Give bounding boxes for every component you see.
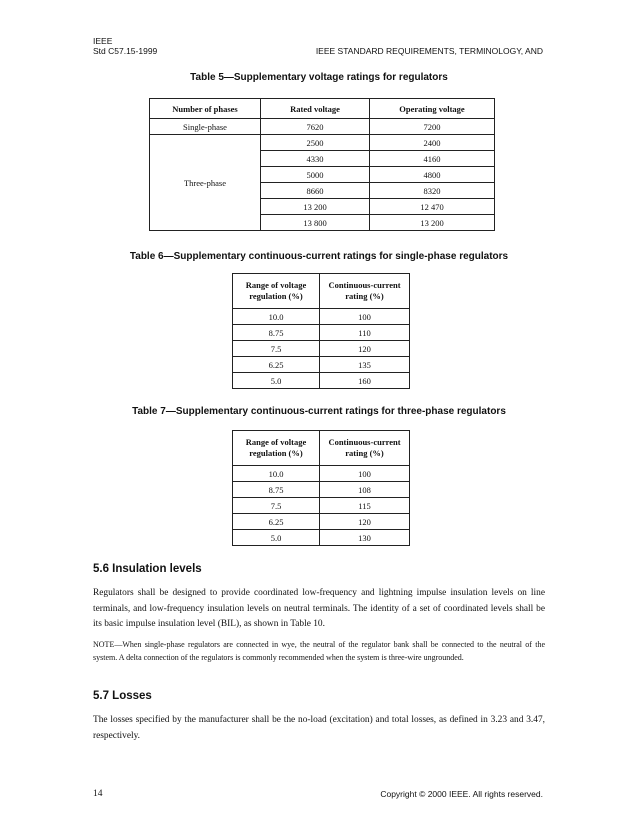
running-header-left [93, 36, 157, 56]
table-cell: 4160 [370, 151, 495, 167]
table-row [233, 466, 410, 482]
table-cell: 135 [320, 357, 410, 373]
table5-header-operating-voltage: Operating voltage [370, 99, 495, 119]
table-row [233, 309, 410, 325]
table-cell: 5.0 [233, 373, 320, 389]
table-cell: 100 [320, 466, 410, 482]
page-number: 14 [93, 789, 103, 799]
table-cell: 8320 [370, 183, 495, 199]
table-cell: 4800 [370, 167, 495, 183]
table-cell: 13 200 [370, 215, 495, 231]
table-cell: 110 [320, 325, 410, 341]
table6-header-range [233, 274, 320, 309]
table5-caption: Table 5—Supplementary voltage ratings for regulators [190, 72, 448, 83]
table-row [233, 341, 410, 357]
table-cell: 108 [320, 482, 410, 498]
table-cell: 120 [320, 514, 410, 530]
table-cell: 120 [320, 341, 410, 357]
table-row [233, 482, 410, 498]
table-row [233, 373, 410, 389]
header-line: rating (%) [345, 291, 384, 301]
table-cell: 10.0 [233, 466, 320, 482]
table-cell: 10.0 [233, 309, 320, 325]
table-cell: 4330 [261, 151, 370, 167]
table-cell: 5.0 [233, 530, 320, 546]
table-row [233, 514, 410, 530]
table-cell: 2400 [370, 135, 495, 151]
header-line: regulation (%) [249, 291, 303, 301]
table-cell: 6.25 [233, 357, 320, 373]
table5-three-phase-label: Three-phase [150, 135, 261, 231]
table-row [233, 325, 410, 341]
table6-header-current [320, 274, 410, 309]
table-cell: 100 [320, 309, 410, 325]
table-cell: 130 [320, 530, 410, 546]
table-cell: 7.5 [233, 498, 320, 514]
section-5-6-note: NOTE—When single-phase regulators are connected in wye, the neutral of the regulator bank shall be connected to the neutral of the system. A delta connection of the regulators is commonly recommended when the system is three-wire ungrounded. [93, 640, 545, 662]
table-cell: 7620 [261, 119, 370, 135]
table5-single-phase-label: Single-phase [150, 119, 261, 135]
table7-header-current [320, 431, 410, 466]
table6 [232, 273, 410, 389]
table-cell: 7200 [370, 119, 495, 135]
table-header-row [233, 431, 410, 466]
table5-header-rated-voltage: Rated voltage [261, 99, 370, 119]
header-line: Range of voltage [245, 437, 307, 447]
table-row [150, 135, 495, 151]
table-cell: 115 [320, 498, 410, 514]
section-5-7-heading: 5.7 Losses [93, 690, 152, 702]
header-line: Range of voltage [245, 280, 307, 290]
header-line: rating (%) [345, 448, 384, 458]
header-line: Continuous-current [328, 437, 401, 447]
table-cell: 8.75 [233, 325, 320, 341]
table7-header-range [233, 431, 320, 466]
table7 [232, 430, 410, 546]
header-std-number: Std C57.15-1999 [93, 46, 158, 56]
table-cell: 13 800 [261, 215, 370, 231]
table-cell: 7.5 [233, 341, 320, 357]
table-row [233, 498, 410, 514]
table-header-row [233, 274, 410, 309]
table-row [233, 357, 410, 373]
table-row [233, 530, 410, 546]
table-cell: 12 470 [370, 199, 495, 215]
table-cell: 5000 [261, 167, 370, 183]
header-line: regulation (%) [249, 448, 303, 458]
table-cell: 8660 [261, 183, 370, 199]
table-cell: 8.75 [233, 482, 320, 498]
table-row [150, 119, 495, 135]
section-5-7-paragraph: The losses specified by the manufacturer shall be the no-load (excitation) and total losses, as defined in 3.23 and 3.47, respectively. [93, 715, 545, 741]
header-org: IEEE [93, 36, 113, 46]
table5-header-phases: Number of phases [150, 99, 261, 119]
table6-caption: Table 6—Supplementary continuous-current ratings for single-phase regulators [129, 251, 509, 262]
copyright-notice: Copyright © 2000 IEEE. All rights reserved. [380, 789, 543, 799]
section-5-6-heading: 5.6 Insulation levels [93, 563, 202, 575]
table-cell: 13 200 [261, 199, 370, 215]
table-cell: 2500 [261, 135, 370, 151]
table-header-row [150, 99, 495, 119]
section-5-6-paragraph: Regulators shall be designed to provide coordinated low-frequency and lightning impulse insulation levels on line terminals, and low-frequency insulation levels on neutral terminals. The identity of a set of coordinated levels shall be its basic impulse insulation level (BIL), as shown in Table 10. [93, 588, 545, 629]
table-cell: 160 [320, 373, 410, 389]
table-cell: 6.25 [233, 514, 320, 530]
header-line: Continuous-current [328, 280, 401, 290]
table7-caption: Table 7—Supplementary continuous-current ratings for three-phase regulators [132, 406, 506, 417]
table5 [149, 98, 495, 231]
header-running-title: IEEE STANDARD REQUIREMENTS, TERMINOLOGY, AND [315, 46, 543, 56]
